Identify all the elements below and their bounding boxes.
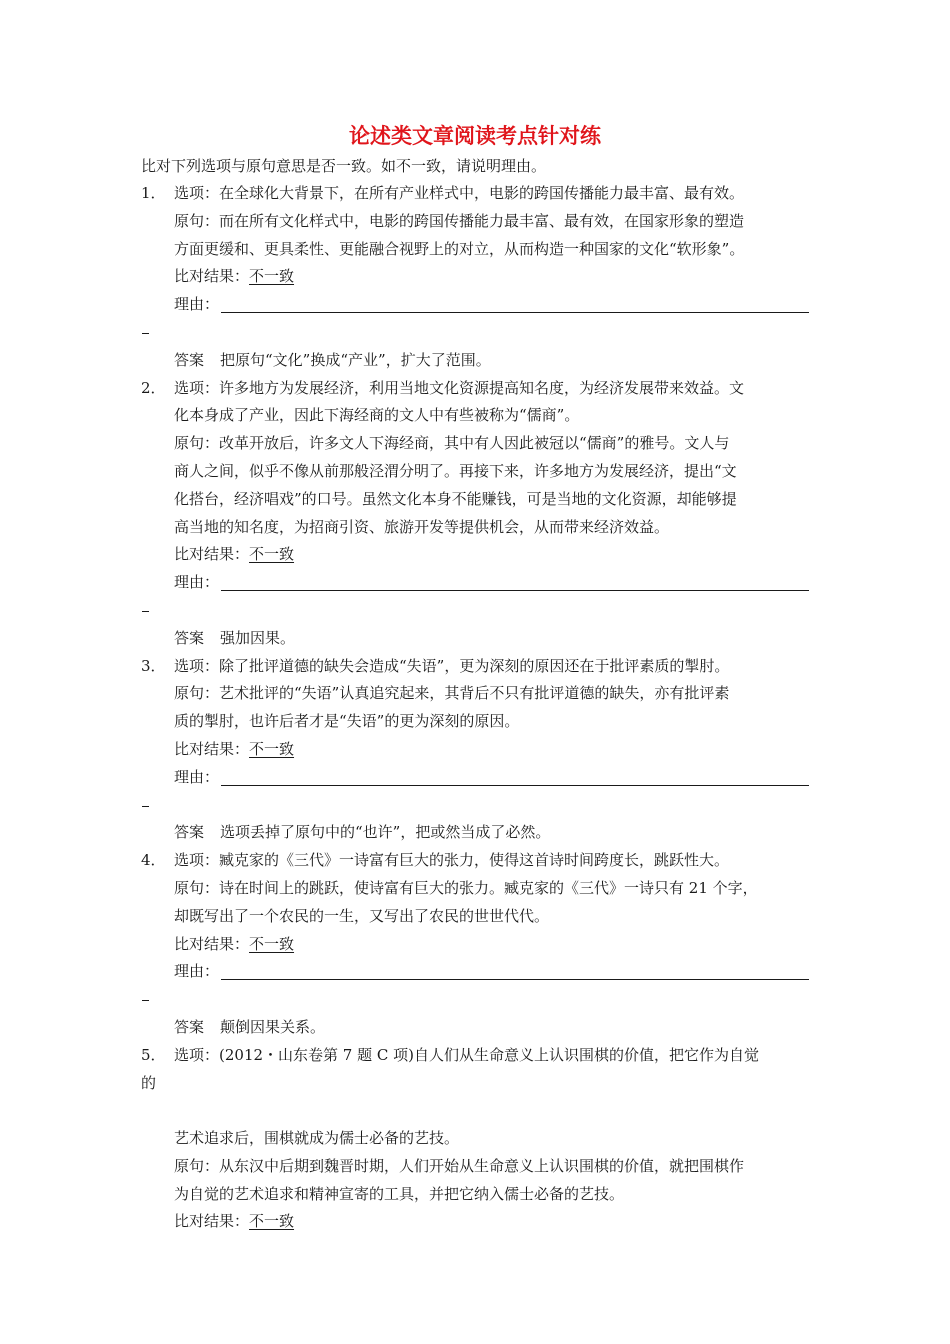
comparison-result — [141, 541, 831, 569]
comparison-result — [141, 1208, 831, 1236]
result-value: 不一致 — [249, 1212, 295, 1231]
question-4 — [141, 847, 831, 1042]
dash-mark — [141, 319, 831, 347]
dash-mark — [141, 597, 831, 625]
option-text: 艺术追求后，围棋就成为儒士必备的艺技。 — [174, 1129, 460, 1148]
question-number: 5． — [141, 1045, 166, 1064]
question-5 — [141, 1042, 831, 1237]
original-text: 为自觉的艺术追求和精神宣寄的工具，并把它纳入儒士必备的艺技。 — [174, 1184, 625, 1203]
reason-label: 理由： — [174, 295, 220, 314]
result-label: 比对结果： — [174, 1212, 250, 1231]
result-value: 不一致 — [249, 545, 295, 564]
question-1 — [141, 180, 831, 375]
question-number: 3． — [141, 656, 166, 675]
reason-label: 理由： — [174, 767, 220, 786]
question-number: 1． — [141, 184, 166, 202]
questions-list — [141, 180, 831, 1236]
original-text: 却既写出了一个农民的一生，又写出了农民的世世代代。 — [174, 906, 550, 925]
original-text: 方面更缓和、更具柔性、更能融合视野上的对立，从而构造一种国家的文化“软形象”。 — [174, 239, 745, 258]
answer-label: 答案 — [174, 628, 205, 647]
answer — [141, 1014, 831, 1042]
original-text: 高当地的知名度，为招商引资、旅游开发等提供机会，从而带来经济效益。 — [174, 517, 670, 536]
result-label: 比对结果： — [174, 545, 250, 564]
option-text: 选项：臧克家的《三代》一诗富有巨大的张力，使得这首诗时间跨度长，跳跃性大。 — [174, 851, 730, 870]
reason-blank — [221, 298, 809, 313]
answer-label: 答案 — [174, 350, 205, 369]
option-text: 选项：许多地方为发展经济，利用当地文化资源提高知名度，为经济发展带来效益。文 — [174, 378, 745, 397]
answer-text: 把原句“文化”换成“产业”，扩大了范围。 — [220, 350, 491, 369]
dash-mark — [141, 792, 831, 820]
reason-blank — [221, 771, 809, 786]
reason-blank — [221, 965, 809, 980]
comparison-result — [141, 736, 831, 764]
option-text: 选项：在全球化大背景下，在所有产业样式中，电影的跨国传播能力最丰富、最有效。 — [174, 184, 745, 202]
original-text: 原句：诗在时间上的跳跃，使诗富有巨大的张力。臧克家的《三代》一诗只有 21 个字， — [174, 878, 758, 897]
reason-label: 理由： — [174, 962, 220, 981]
page-title: 论述类文章阅读考点针对练 — [349, 124, 601, 148]
answer-text: 颠倒因果关系。 — [220, 1017, 326, 1036]
reason-line — [141, 291, 831, 319]
original-text: 原句：改革开放后，许多文人下海经商，其中有人因此被冠以“儒商”的雅号。文人与 — [174, 434, 730, 453]
reason-line — [141, 569, 831, 597]
original-text: 原句：艺术批评的“失语”认真追究起来，其背后不只有批评道德的缺失，亦有批评素 — [174, 684, 730, 703]
option-text: 选项：除了批评道德的缺失会造成“失语”，更为深刻的原因还在于批评素质的掣肘。 — [174, 656, 730, 675]
question-2 — [141, 375, 831, 653]
question-3 — [141, 653, 831, 848]
result-label: 比对结果： — [174, 739, 250, 758]
result-value: 不一致 — [249, 934, 295, 953]
comparison-result — [141, 263, 831, 291]
original-text: 原句：而在所有文化样式中，电影的跨国传播能力最丰富、最有效，在国家形象的塑造 — [174, 211, 745, 230]
option-text-wrap: 的 — [141, 1073, 157, 1092]
question-number: 2． — [141, 378, 166, 397]
instructions: 比对下列选项与原句意思是否一致。如不一致，请说明理由。 — [141, 157, 547, 175]
answer — [141, 625, 831, 653]
original-text: 商人之间，似乎不像从前那般泾渭分明了。再接下来，许多地方为发展经济，提出“文 — [174, 461, 737, 480]
answer — [141, 347, 831, 375]
answer-label: 答案 — [174, 823, 205, 842]
reason-label: 理由： — [174, 573, 220, 592]
answer — [141, 819, 831, 847]
result-value: 不一致 — [249, 739, 295, 758]
original-text: 质的掣肘，也许后者才是“失语”的更为深刻的原因。 — [174, 712, 520, 731]
result-label: 比对结果： — [174, 934, 250, 953]
option-text: 选项：(2012・山东卷第 7 题 C 项)自人们从生命意义上认识围棋的价值，把它作为自觉 — [174, 1045, 759, 1064]
comparison-result — [141, 931, 831, 959]
answer-label: 答案 — [174, 1017, 205, 1036]
reason-line — [141, 764, 831, 792]
reason-blank — [221, 576, 809, 591]
answer-text: 强加因果。 — [220, 628, 296, 647]
option-text: 化本身成了产业，因此下海经商的文人中有些被称为“儒商”。 — [174, 406, 580, 425]
answer-text: 选项丢掉了原句中的“也许”，把或然当成了必然。 — [220, 823, 551, 842]
result-label: 比对结果： — [174, 267, 250, 286]
dash-mark — [141, 986, 831, 1014]
original-text: 化搭台，经济唱戏”的口号。虽然文化本身不能赚钱，可是当地的文化资源，却能够提 — [174, 489, 737, 508]
reason-line — [141, 958, 831, 986]
original-text: 原句：从东汉中后期到魏晋时期，人们开始从生命意义上认识围棋的价值，就把围棋作 — [174, 1156, 745, 1175]
result-value: 不一致 — [249, 267, 295, 286]
question-number: 4． — [141, 851, 166, 870]
